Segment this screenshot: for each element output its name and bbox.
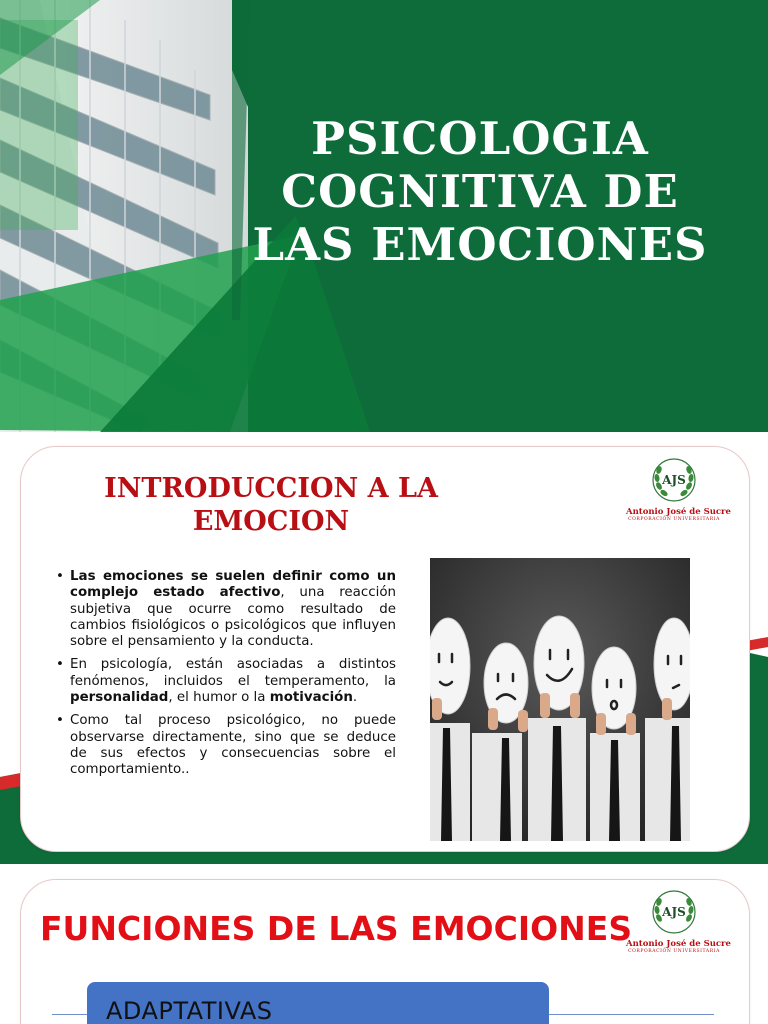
box-label: ADAPTATIVAS <box>106 997 273 1024</box>
section-heading: FUNCIONES DE LAS EMOCIONES <box>40 909 633 948</box>
adaptativas-box <box>87 982 549 1024</box>
heading-line: INTRODUCCION A LA <box>104 473 438 504</box>
logo-name: Antonio José de Sucre <box>626 507 731 517</box>
logo-subtitle: CORPORACIÓN UNIVERSITARIA <box>628 517 720 522</box>
university-logo <box>626 456 731 522</box>
bullet-item <box>56 713 396 778</box>
title-line: PSICOLOGIA <box>311 112 649 165</box>
logo-monogram: AJS <box>662 473 686 487</box>
heading-line: EMOCION <box>192 506 350 537</box>
title-line: LAS EMOCIONES <box>252 218 708 271</box>
bullet-text: , una reacción subjetiva que ocurre como resultado de cambios fisiológicos o psicológicos que influyen sobre el pensamiento y la conducta. <box>70 585 396 650</box>
bullet-item <box>56 569 396 650</box>
logo-monogram: AJS <box>662 905 686 919</box>
bullet-text: Como tal proceso psicológico, no puede observarse directamente, sino que se deduce de sus efectos y consecuencias sobre el comportamiento.. <box>70 713 396 778</box>
title-slide <box>0 0 768 432</box>
bullet-list <box>56 569 396 786</box>
bullet-text: . <box>352 690 358 706</box>
emotion-masks-photo <box>430 558 690 841</box>
bold-text: personalidad <box>70 690 169 706</box>
laurel-seal-icon <box>650 456 698 506</box>
bold-text: Las emociones se suelen definir como un complejo estado afectivo <box>70 569 396 601</box>
logo-name: Antonio José de Sucre <box>626 939 731 949</box>
title-line: COGNITIVA DE <box>281 165 679 218</box>
bullet-item <box>56 657 396 706</box>
bullet-text: En psicología, están asociadas a distintos fenómenos, incluidos el temperamento, la <box>70 657 396 689</box>
section-heading <box>62 472 480 538</box>
bold-text: motivación <box>269 690 353 706</box>
functions-slide <box>0 864 768 1024</box>
logo-subtitle: CORPORACIÓN UNIVERSITARIA <box>628 949 720 954</box>
bullet-text: , el humor o la <box>168 690 270 706</box>
intro-slide <box>0 432 768 864</box>
presentation-title <box>230 112 730 271</box>
